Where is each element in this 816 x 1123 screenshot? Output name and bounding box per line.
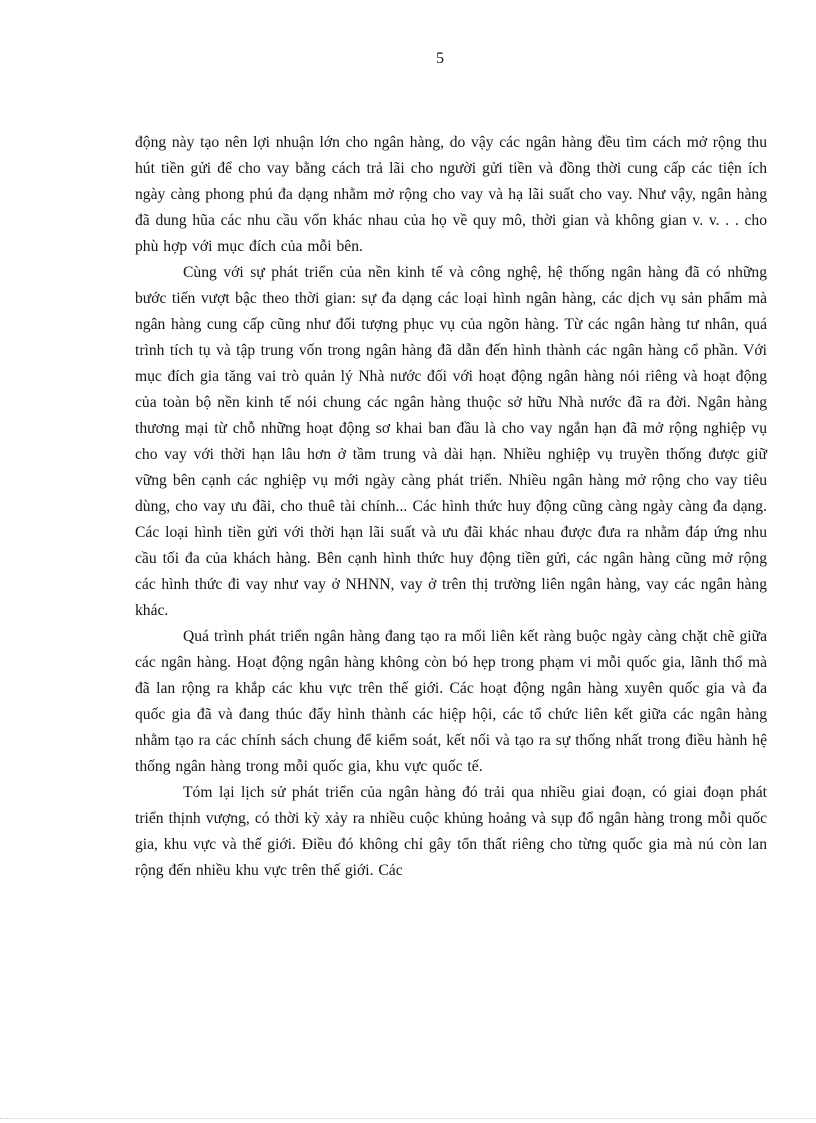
paragraph-1: động này tạo nên lợi nhuận lớn cho ngân hàng, do vậy các ngân hàng đều tìm cách mở rộng thu hút tiền gửi để cho vay bằng cách trả lãi cho người gửi tiền và đồng thời cung cấp các tiện ích ngày càng phong phú đa dạng nhằm mở rộng cho vay và hạ lãi suất cho vay. Như vậy, ngân hàng đã dung hũa các nhu cầu vốn khác nhau của họ về quy mô, thời gian và không gian v. v. . . cho phù hợp với mục đích của mỗi bên. [135, 134, 767, 255]
paragraph-3: Quá trình phát triển ngân hàng đang tạo ra mối liên kết ràng buộc ngày càng chặt chẽ giữa các ngân hàng. Hoạt động ngân hàng không còn bó hẹp trong phạm vi mỗi quốc gia, lãnh thổ mà đã lan rộng ra khắp các khu vực trên thế giới. Các hoạt động ngân hàng xuyên quốc gia và đa quốc gia đã và đang thúc đẩy hình thành các hiệp hội, các tổ chức liên kết giữa các ngân hàng nhằm tạo ra các chính sách chung để kiểm soát, kết nối và tạo ra sự thống nhất trong điều hành hệ thống ngân hàng trong mỗi quốc gia, khu vực quốc tế. [135, 628, 767, 775]
page-number: 5 [436, 50, 444, 67]
body-text [135, 130, 767, 884]
paragraph-2: Cùng với sự phát triển của nền kinh tế và công nghệ, hệ thống ngân hàng đã có những bước tiến vượt bậc theo thời gian: sự đa dạng các loại hình ngân hàng, các dịch vụ sản phẩm mà ngân hàng cung cấp cũng như đối tượng phục vụ của ngõn hàng. Từ các ngân hàng tư nhân, quá trình tích tụ và tập trung vốn trong ngân hàng đã dẫn đến hình thành các ngân hàng cổ phần. Với mục đích gia tăng vai trò quản lý Nhà nước đối với hoạt động ngân hàng nói riêng và hoạt động của toàn bộ nền kinh tế nói chung các ngân hàng thuộc sở hữu Nhà nước đã ra đời. Ngân hàng thương mại từ chỗ những hoạt động sơ khai ban đầu là cho vay ngắn hạn đã mở rộng nghiệp vụ cho vay với thời hạn lâu hơn ở tầm trung và dài hạn. Nhiều nghiệp vụ truyền thống được giữ vững bên cạnh các nghiệp vụ mới ngày càng phát triển. Nhiều ngân hàng mở rộng cho vay tiêu dùng, cho vay ưu đãi, cho thuê tài chính... Các hình thức huy động cũng càng ngày càng đa dạng. Các loại hình tiền gửi với thời hạn lãi suất và ưu đãi khác nhau được đưa ra nhằm đáp ứng nhu cầu tối đa của khách hàng. Bên cạnh hình thức huy động tiền gửi, các ngân hàng cũng mở rộng các hình thức đi vay như vay ở NHNN, vay ở trên thị trường liên ngân hàng, vay các ngân hàng khác. [135, 264, 767, 619]
paragraph-4: Tóm lại lịch sử phát triển của ngân hàng đó trải qua nhiều giai đoạn, có giai đoạn phát triển thịnh vượng, có thời kỳ xảy ra nhiều cuộc khủng hoảng và sụp đổ ngân hàng trong mỗi quốc gia, khu vực và thế giới. Điều đó không chỉ gây tổn thất riêng cho từng quốc gia mà nú còn lan rộng đến nhiều khu vực trên thế giới. Các [135, 784, 767, 879]
page-bottom-rule [0, 1118, 816, 1119]
